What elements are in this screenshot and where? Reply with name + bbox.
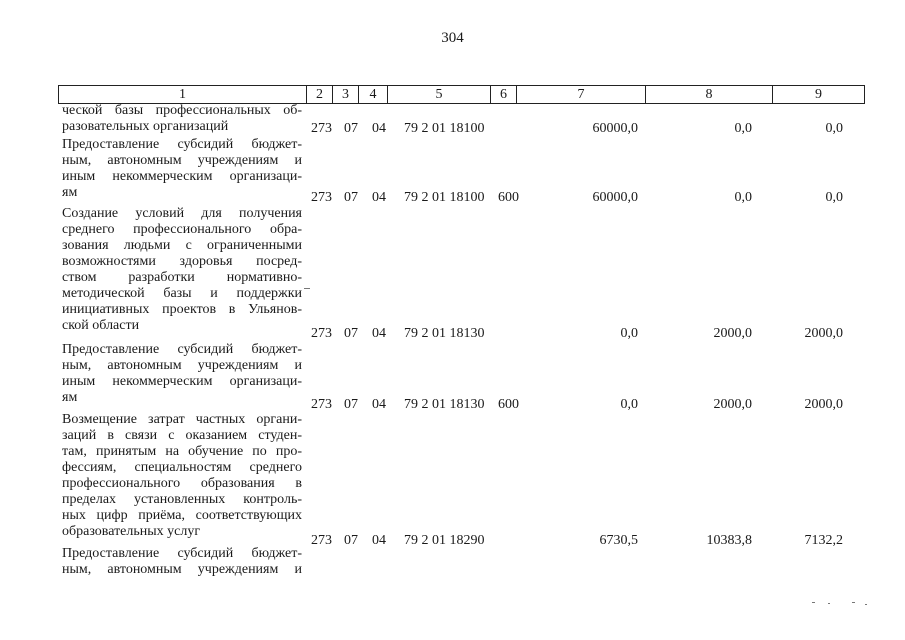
row-description-line: ством разработки нормативно- xyxy=(62,270,302,285)
row-value-7: 60000,0 xyxy=(592,190,638,205)
column-header-9: 9 xyxy=(773,86,865,104)
row-description-line: Возмещение затрат частных органи- xyxy=(62,412,302,427)
row-description-line: ям xyxy=(62,390,78,405)
scan-mark xyxy=(304,288,310,289)
row-description-line: разовательных организаций xyxy=(62,119,229,134)
row-description-line: ям xyxy=(62,185,78,200)
row-description-line: зования людьми с ограниченными xyxy=(62,238,302,253)
column-header-4: 4 xyxy=(359,86,388,104)
row-description-line: иным некоммерческим организаци- xyxy=(62,169,302,184)
row-value-9: 0,0 xyxy=(825,190,843,205)
row-description-line: ным, автономным учреждениям и xyxy=(62,153,302,168)
row-description-line: пределах установленных контроль- xyxy=(62,492,302,507)
row-code-3: 07 xyxy=(344,121,358,136)
row-code-2: 273 xyxy=(311,190,332,205)
row-code-3: 07 xyxy=(344,190,358,205)
row-code-4: 04 xyxy=(372,121,386,136)
row-code-5: 79 2 01 18130 xyxy=(404,326,485,341)
row-description-line: ным, автономным учреждениям и xyxy=(62,562,302,577)
row-value-8: 0,0 xyxy=(734,190,752,205)
row-description-line: Создание условий для получения xyxy=(62,206,302,221)
row-code-3: 07 xyxy=(344,533,358,548)
row-code-4: 04 xyxy=(372,397,386,412)
row-code-5: 79 2 01 18100 xyxy=(404,121,485,136)
row-description-line: методической базы и поддержки xyxy=(62,286,302,301)
row-code-4: 04 xyxy=(372,533,386,548)
column-header-row xyxy=(59,86,865,104)
row-description-line: заций в связи с оказанием студен- xyxy=(62,428,302,443)
row-code-2: 273 xyxy=(311,121,332,136)
scan-mark xyxy=(828,603,830,604)
row-description-line: ных цифр приёма, соответствующих xyxy=(62,508,302,523)
row-value-9: 0,0 xyxy=(825,121,843,136)
row-value-9: 2000,0 xyxy=(804,397,843,412)
row-description-line: там, принятым на обучение по про- xyxy=(62,444,302,459)
row-description-line: Предоставление субсидий бюджет- xyxy=(62,342,302,357)
row-code-4: 04 xyxy=(372,326,386,341)
row-code-3: 07 xyxy=(344,326,358,341)
row-code-5: 79 2 01 18130 xyxy=(404,397,485,412)
row-description-line: инициативных проектов в Ульянов- xyxy=(62,302,302,317)
row-description-line: среднего профессионального обра- xyxy=(62,222,302,237)
row-description-line: Предоставление субсидий бюджет- xyxy=(62,546,302,561)
row-value-9: 2000,0 xyxy=(804,326,843,341)
row-value-8: 2000,0 xyxy=(713,397,752,412)
row-value-8: 0,0 xyxy=(734,121,752,136)
column-header-3: 3 xyxy=(333,86,359,104)
row-value-8: 10383,8 xyxy=(706,533,752,548)
row-description-line: иным некоммерческим организаци- xyxy=(62,374,302,389)
row-value-7: 60000,0 xyxy=(592,121,638,136)
row-code-6: 600 xyxy=(498,397,519,412)
scan-mark xyxy=(812,602,815,603)
row-description-line: профессионального образования в xyxy=(62,476,302,491)
row-description-line: возможностями здоровья посред- xyxy=(62,254,302,269)
row-description-line: ным, автономным учреждениям и xyxy=(62,358,302,373)
row-description-line: ческой базы профессиональных об- xyxy=(62,103,302,118)
row-value-8: 2000,0 xyxy=(713,326,752,341)
scan-mark xyxy=(852,602,855,603)
row-description-line: ской области xyxy=(62,318,140,333)
row-code-3: 07 xyxy=(344,397,358,412)
column-header-6: 6 xyxy=(491,86,517,104)
column-header-2: 2 xyxy=(307,86,333,104)
row-code-6: 600 xyxy=(498,190,519,205)
row-value-7: 0,0 xyxy=(620,397,638,412)
row-description-line: Предоставление субсидий бюджет- xyxy=(62,137,302,152)
row-description-line: образовательных услуг xyxy=(62,524,201,539)
row-value-9: 7132,2 xyxy=(804,533,843,548)
row-value-7: 6730,5 xyxy=(599,533,638,548)
row-code-5: 79 2 01 18290 xyxy=(404,533,485,548)
column-header-7: 7 xyxy=(517,86,646,104)
column-header-8: 8 xyxy=(646,86,773,104)
row-code-2: 273 xyxy=(311,533,332,548)
row-code-5: 79 2 01 18100 xyxy=(404,190,485,205)
row-value-7: 0,0 xyxy=(620,326,638,341)
row-code-4: 04 xyxy=(372,190,386,205)
row-code-2: 273 xyxy=(311,326,332,341)
row-description-line: фессиям, специальностям среднего xyxy=(62,460,302,475)
scan-mark xyxy=(865,604,867,605)
column-header-5: 5 xyxy=(388,86,491,104)
page-number: 304 xyxy=(441,30,464,46)
column-header-table xyxy=(58,85,865,104)
column-header-1: 1 xyxy=(59,86,307,104)
row-code-2: 273 xyxy=(311,397,332,412)
